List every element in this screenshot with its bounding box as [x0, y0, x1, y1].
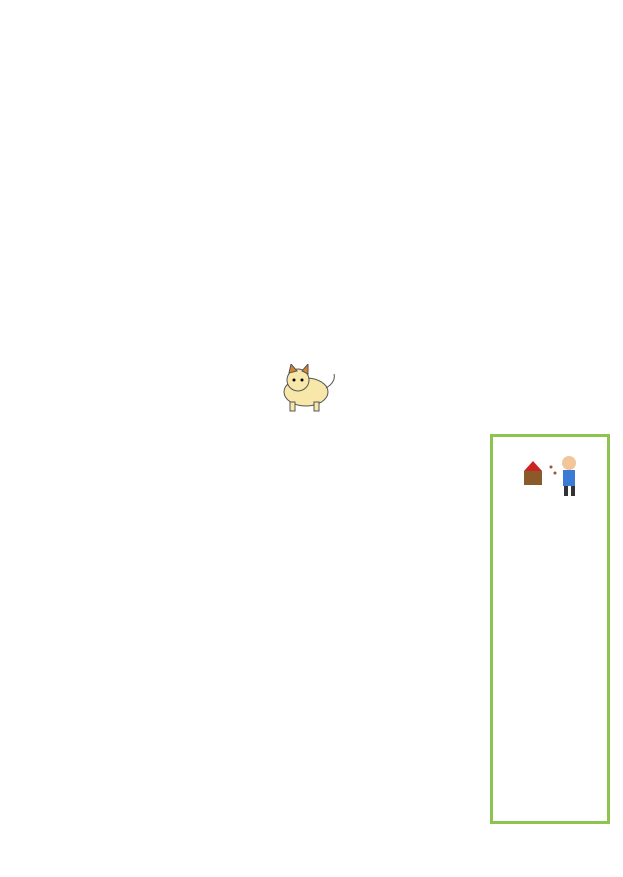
cat-mascot-icon [276, 364, 338, 414]
setsubun-panel [490, 434, 610, 824]
bean-throwing-icon [519, 449, 599, 499]
bean-illustration [499, 449, 601, 501]
